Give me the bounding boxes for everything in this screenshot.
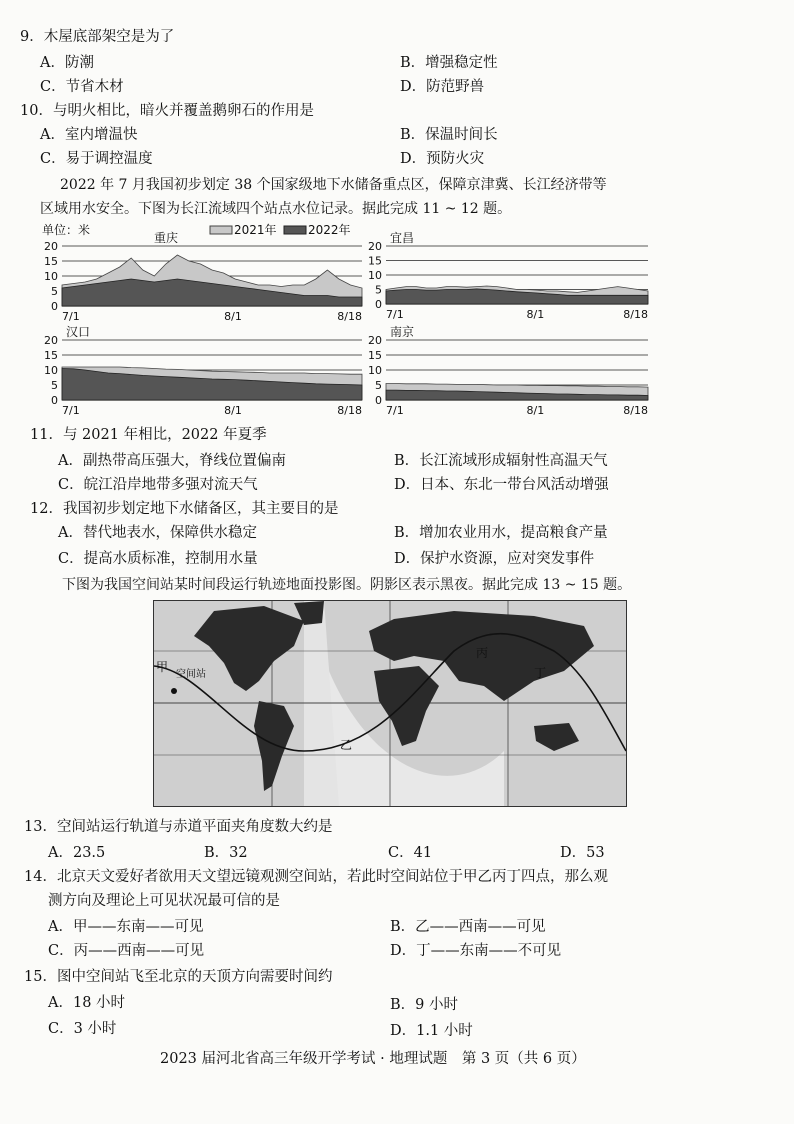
q11-option-b: B．长江流域形成辐射性高温天气 xyxy=(394,453,608,469)
space-station-label: 空间站 xyxy=(176,669,206,680)
q11-option-a: A．副热带高压强大，脊线位置偏南 xyxy=(58,453,286,469)
x-tick-label: 8/18 xyxy=(623,308,648,321)
chart-panel-hankou xyxy=(40,322,370,418)
station-label: 南京 xyxy=(390,325,415,339)
x-tick-label: 8/1 xyxy=(526,404,545,417)
q13-option-c: C．41 xyxy=(388,845,433,861)
chart-panel-chongqing xyxy=(40,220,370,330)
q15-option-b: B．9 小时 xyxy=(390,997,458,1013)
y-tick-label: 15 xyxy=(44,349,58,362)
intro-paragraph-2: 下图为我国空间站某时间段运行轨迹地面投影图。阴影区表示黑夜。据此完成 13 ~ 15 题。 xyxy=(62,577,632,593)
q13-option-d: D．53 xyxy=(560,845,605,861)
q13-option-b: B．32 xyxy=(204,845,248,861)
x-tick-label: 8/1 xyxy=(224,310,242,323)
q13-stem: 13．空间站运行轨道与赤道平面夹角度数大约是 xyxy=(24,819,333,835)
unit-label: 单位：米 xyxy=(42,223,91,237)
q12-option-c: C．提高水质标准，控制用水量 xyxy=(58,551,258,567)
q14-option-b: B．乙——西南——可见 xyxy=(390,919,546,935)
q14-option-a: A．甲——东南——可见 xyxy=(48,919,204,935)
q9-option-a: A．防潮 xyxy=(40,55,94,71)
y-tick-label: 10 xyxy=(368,364,382,377)
q13-option-a: A．23.5 xyxy=(48,845,106,861)
q10-option-d: D．预防火灾 xyxy=(400,151,485,167)
y-tick-label: 0 xyxy=(375,394,382,407)
page-footer: 2023 届河北省高三年级开学考试 · 地理试题 第 3 页（共 6 页） xyxy=(160,1051,586,1067)
q9-option-d: D．防范野兽 xyxy=(400,79,485,95)
intro-paragraph-line1: 2022 年 7 月我国初步划定 38 个国家级地下水储备重点区，保障京津冀、长江经济带等 xyxy=(60,177,607,193)
y-tick-label: 5 xyxy=(51,379,58,392)
legend-swatch-2022 xyxy=(284,226,306,234)
chart-panel-nanjing xyxy=(350,322,660,418)
y-tick-label: 20 xyxy=(368,240,382,253)
x-tick-label: 8/18 xyxy=(337,404,362,417)
q12-option-b: B．增加农业用水，提高粮食产量 xyxy=(394,525,608,541)
y-tick-label: 15 xyxy=(368,254,382,268)
q9-stem: 9．木屋底部架空是为了 xyxy=(20,29,175,45)
point-ding-label: 丁 xyxy=(534,666,547,680)
q11-stem: 11．与 2021 年相比，2022 年夏季 xyxy=(30,427,267,443)
q15-stem: 15．图中空间站飞至北京的天顶方向需要时间约 xyxy=(24,969,333,985)
x-tick-label: 7/1 xyxy=(386,308,404,321)
y-tick-label: 20 xyxy=(44,334,58,347)
south-america xyxy=(254,701,294,791)
station-marker xyxy=(171,688,177,694)
q15-option-d: D．1.1 小时 xyxy=(390,1023,473,1039)
y-tick-label: 0 xyxy=(51,394,58,407)
y-tick-label: 20 xyxy=(368,334,382,347)
point-yi-label: 乙 xyxy=(340,738,353,752)
q14-option-d: D．丁——东南——不可见 xyxy=(390,943,562,959)
q12-option-a: A．替代地表水，保障供水稳定 xyxy=(58,525,257,541)
q9-option-b: B．增强稳定性 xyxy=(400,55,498,71)
x-tick-label: 7/1 xyxy=(62,404,80,417)
q12-option-d: D．保护水资源，应对突发事件 xyxy=(394,551,595,567)
q10-option-b: B．保温时间长 xyxy=(400,127,498,143)
x-tick-label: 8/1 xyxy=(526,308,545,321)
legend-label-2021: 2021年 xyxy=(234,223,277,237)
y-tick-label: 15 xyxy=(44,255,58,268)
q10-stem: 10．与明火相比，暗火并覆盖鹅卵石的作用是 xyxy=(20,103,314,119)
space-station-map xyxy=(153,600,627,807)
y-tick-label: 10 xyxy=(44,270,58,283)
intro-paragraph-line2: 区域用水安全。下图为长江流域四个站点水位记录。据此完成 11 ~ 12 题。 xyxy=(40,201,512,217)
y-tick-label: 5 xyxy=(375,283,382,297)
q10-option-a: A．室内增温快 xyxy=(40,127,138,143)
x-tick-label: 7/1 xyxy=(62,310,80,323)
station-label: 宜昌 xyxy=(390,231,415,245)
q15-option-c: C．3 小时 xyxy=(48,1021,117,1037)
y-tick-label: 5 xyxy=(51,285,58,298)
point-bing-label: 丙 xyxy=(476,646,489,660)
point-jia-label: 甲 xyxy=(156,660,169,674)
q11-option-c: C．皖江沿岸地带多强对流天气 xyxy=(58,477,258,493)
legend-swatch-2021 xyxy=(210,226,232,234)
q11-option-d: D．日本、东北一带台风活动增强 xyxy=(394,477,609,493)
north-america xyxy=(194,606,304,691)
x-tick-label: 8/18 xyxy=(337,310,362,323)
y-tick-label: 5 xyxy=(375,379,382,392)
q10-option-c: C．易于调控温度 xyxy=(40,151,153,167)
station-label: 汉口 xyxy=(66,325,91,339)
x-tick-label: 7/1 xyxy=(386,404,404,417)
legend-label-2022: 2022年 xyxy=(308,223,351,237)
y-tick-label: 10 xyxy=(44,364,58,377)
x-tick-label: 8/1 xyxy=(224,404,242,417)
y-tick-label: 10 xyxy=(368,269,382,282)
y-tick-label: 0 xyxy=(375,298,382,311)
q14-option-c: C．丙——西南——可见 xyxy=(48,943,205,959)
q9-option-c: C．节省木材 xyxy=(40,79,124,95)
q15-option-a: A．18 小时 xyxy=(48,995,126,1011)
y-tick-label: 15 xyxy=(368,349,382,362)
x-tick-label: 8/18 xyxy=(623,404,648,417)
chart-panel-yichang xyxy=(350,228,660,330)
q14-stem-line2: 测方向及理论上可见状况最可信的是 xyxy=(48,893,280,909)
q14-stem-line1: 14．北京天文爱好者欲用天文望远镜观测空间站，若此时空间站位于甲乙丙丁四点，那么观 xyxy=(24,869,608,885)
y-tick-label: 20 xyxy=(44,240,58,253)
y-tick-label: 0 xyxy=(51,300,58,313)
australia xyxy=(534,723,579,751)
q12-stem: 12．我国初步划定地下水储备区，其主要目的是 xyxy=(30,501,339,517)
station-label: 重庆 xyxy=(154,231,179,245)
